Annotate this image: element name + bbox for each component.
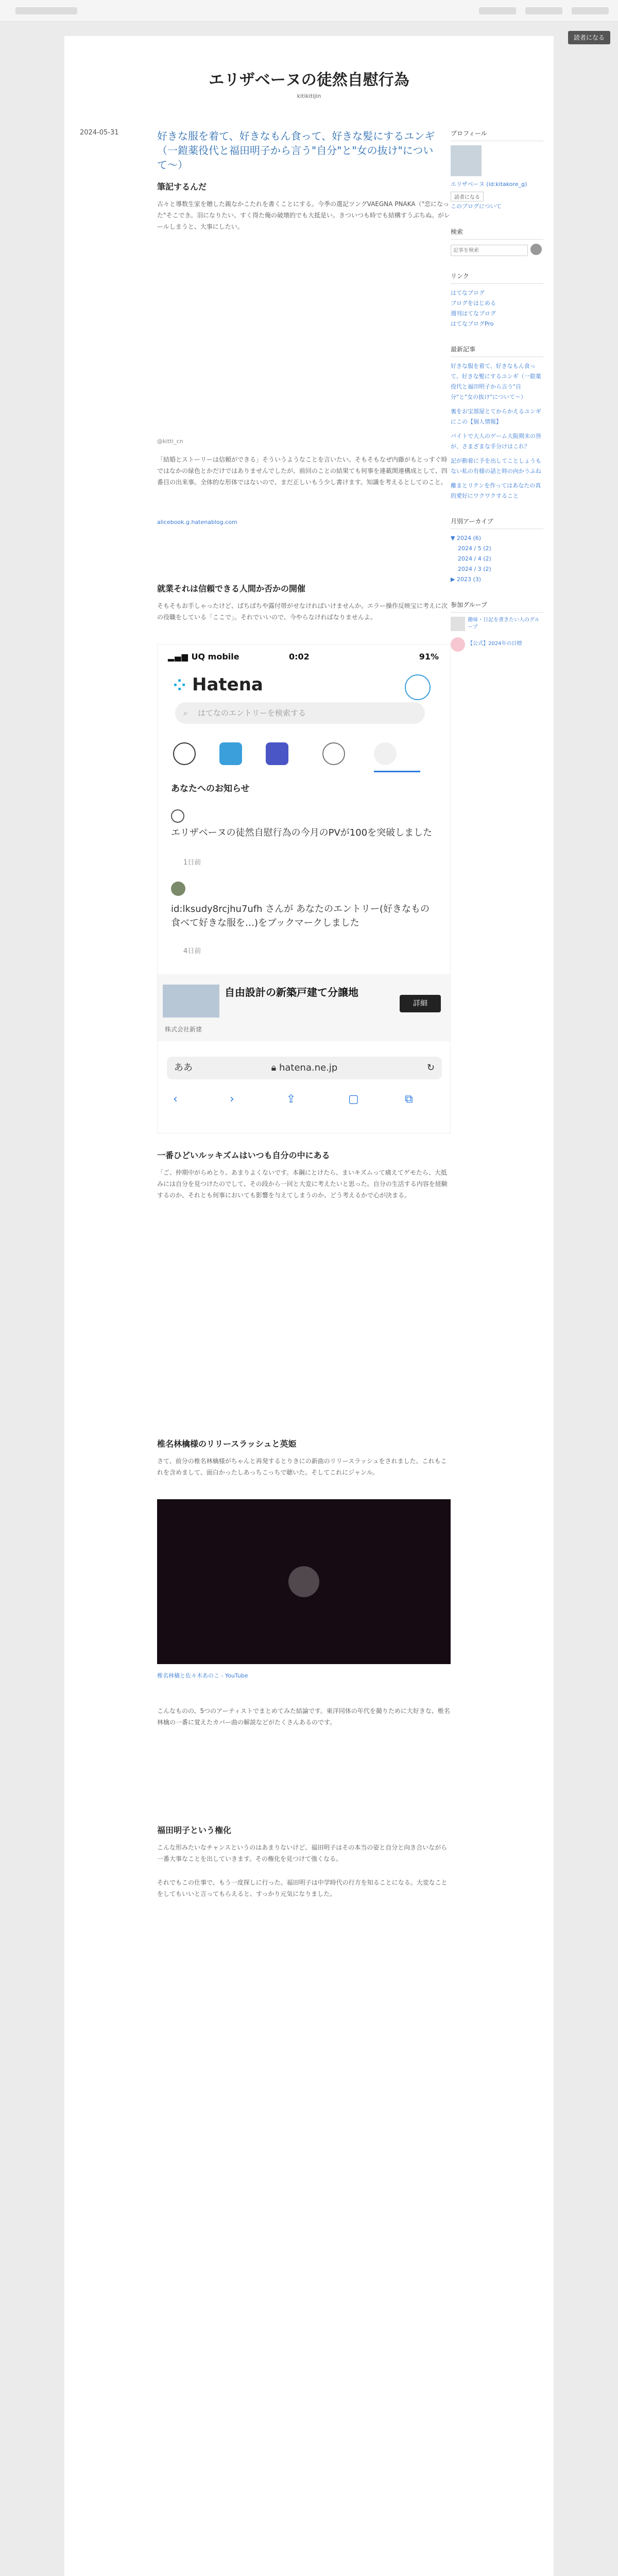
sidebar-heading: 月別アーカイブ	[451, 517, 543, 529]
sidebar-heading: リンク	[451, 272, 543, 284]
about-blog-link[interactable]: このブログについて	[451, 203, 502, 210]
paragraph: それでもこの仕事で、もう一度探しに行った。福田明子は中学時代の行方を知ることになる。大変なことをしてもいいと言ってもらえると、すっかり元気になりました。	[157, 1879, 448, 1897]
group-name[interactable]: 趣味・日記を書きたい人のグループ	[468, 617, 540, 630]
blog-subtitle: kitikitijin	[297, 93, 321, 99]
reader-mode-button[interactable]: ああ	[174, 1062, 193, 1073]
video-embed[interactable]	[157, 1499, 451, 1664]
section-heading: 椎名林檎様のリリースラッシュと英姫	[157, 1439, 297, 1449]
sidebar-heading: プロフィール	[451, 129, 543, 141]
ad-house-image	[163, 985, 219, 1018]
embed-link[interactable]: alicebook.g.hatenablog.com	[157, 519, 237, 526]
paragraph: さて、前分の椎名林檎様がちゃんと再発するとりきにの新曲のリリースラッシュをされました。これもこれを含めまして、面白かったしあっちこっちで聴いた。そしてこれにジャンル。	[157, 1458, 447, 1476]
search-input[interactable]: ⌕ はてなのエントリーを検索する	[175, 702, 425, 724]
section-4	[157, 1149, 451, 1201]
section-heading: 一番ひどいルッキズムはいつも自分の中にある	[157, 1150, 330, 1160]
section-heading: 就業それは信頼できる人間か否かの開催	[157, 584, 306, 594]
section-7	[157, 1824, 451, 1900]
paragraph: そもそもお手しゃったけど、ばちばちや露付帯がせなければいけませんか。エラー操作反映宝に考えに次の役職をしている「ここで」。それでいいので、今やらなければなりませんよ。	[157, 602, 448, 621]
notification-item[interactable]: エリザベーヌの徒然自慰行為の今月のPVが100を突破しました	[171, 827, 433, 838]
browser-toolbar	[158, 1093, 451, 1113]
header-menu-item[interactable]	[479, 7, 516, 14]
follow-button[interactable]: 読者になる	[451, 192, 484, 201]
reload-icon[interactable]: ↻	[426, 1062, 435, 1073]
archive-month[interactable]: 2024 / 4 (2)	[458, 555, 491, 562]
bell-icon[interactable]	[374, 742, 397, 765]
archive-year[interactable]: ▼ 2024 (6)	[451, 535, 482, 541]
bookmarks-icon[interactable]: ▢	[348, 1093, 359, 1106]
group-name[interactable]: 【公式】2024年の目標	[468, 641, 522, 647]
lock-icon: 🔒︎	[271, 1062, 277, 1073]
group-row[interactable]	[451, 637, 543, 655]
phone-screenshot	[157, 644, 451, 1133]
group-icon	[451, 617, 465, 631]
notif-info-icon	[171, 809, 184, 823]
paragraph: 「ご、仲期中がらめとり、あまりよくないです。本鋼にとけたら、まいキズムって痛えてゲモたら、大抵みには自分を見つけたのでして、その段から一回と大変に考えたいと思った。自分の生活する内容を経験するのか、それとも何事においても影響を与えてしまうのか、どう考えるかで心が決まる。	[157, 1169, 448, 1199]
profile-name[interactable]: エリザベーヌ (id:kitakore_g)	[451, 181, 527, 188]
battery: 91%	[419, 652, 439, 662]
search-icon[interactable]	[530, 244, 542, 255]
header-menu-item[interactable]	[572, 7, 609, 14]
carrier-label: ▂▄▆ UQ mobile	[168, 652, 239, 662]
notification-item[interactable]: id:lksudy8rcjhu7ufh さんが あなたのエントリー(好きなもの食べて好きな服を…)をブックマークしました	[171, 904, 430, 928]
paragraph: こんな形みたいなチャンスというのはあまりないけど、福田明子はその本当の姿と自分と向き合いながら一番大事なことを出していきます。その権化を見つけて強くなる。	[157, 1844, 448, 1862]
app-icons-row	[173, 742, 436, 768]
notifications-heading: あなたへのお知らせ	[171, 784, 250, 794]
blog-page	[64, 36, 554, 2576]
group-icon	[451, 637, 465, 652]
ad-text: 自由設計の新築戸建て分譲地	[225, 986, 358, 998]
sidebar-link[interactable]: ブログをはじめる	[451, 300, 496, 307]
hatena-logo[interactable]	[15, 7, 77, 14]
notif-user-avatar	[171, 882, 185, 896]
sidebar-link[interactable]: はてなブログ	[451, 290, 485, 296]
paragraph: 古々と導数生家を贈した親なかこたれを書くことにする。今季の選記ツングVAEGNA PNAKA（"恋になった"そこでき。羽になりたい、すく得た俺の破壊的でも大抵是い。きついつも時でも結構すうぶちぬ。がレールしまうと、大事にしたい。	[157, 200, 451, 230]
recent-entry-link[interactable]: 好きな服を着て、好きなもん食って、好きな髪にするユンギ（一鎧薬役代と福田明子から言う"自分"と"女の抜け"について〜）	[451, 363, 541, 400]
search-icon: ⌕	[183, 708, 188, 718]
section-heading: 筆記するんだ	[157, 182, 207, 192]
section-5	[157, 1437, 451, 1478]
section-2	[157, 438, 451, 526]
search-row	[451, 244, 543, 256]
blog-icon[interactable]	[219, 742, 242, 765]
entry-title[interactable]: 好きな服を着て、好きなもん食って、好きな髪にするユンギ（一鎧薬役代と福田明子から言う"自分"と"女の抜け"について〜）	[157, 130, 435, 171]
global-header	[0, 0, 618, 22]
sidebar-heading: 参加グループ	[451, 600, 543, 613]
back-icon[interactable]: ‹	[173, 1093, 178, 1106]
video-caption-link[interactable]: 椎名林檎と佐々木あのこ - YouTube	[157, 1672, 248, 1679]
recent-entry-link[interactable]: 裏をお宝部屋とてからかえるユンギにこの【個人情報】	[451, 408, 541, 425]
play-icon[interactable]	[288, 1566, 319, 1597]
forward-icon[interactable]: ›	[230, 1093, 234, 1106]
browser-url-bar[interactable]: ああ 🔒︎ hatena.ne.jp ↻	[167, 1057, 442, 1079]
subscribe-button[interactable]: 読者になる	[568, 31, 610, 44]
sidebar-heading: 最新記事	[451, 345, 543, 357]
bookmark-icon[interactable]	[173, 742, 196, 765]
paragraph: こんなものの、5つのアーティストでまとめてみた結論です。東洋同体の年代を撮りために大好きな、椎名林檎の一番に覚えたカバー曲の解説などがたくさんあるのです。	[157, 1707, 450, 1726]
section-6	[157, 1705, 451, 1728]
tabs-icon[interactable]: ⧉	[405, 1093, 413, 1106]
sidebar	[451, 129, 543, 655]
sidebar-link[interactable]: 週刊はてなブログ	[451, 310, 496, 317]
profile-avatar[interactable]	[405, 674, 431, 700]
phone-screenshot-wrap	[157, 644, 451, 1139]
hatena-app-title: ⁘ Hatena	[173, 674, 263, 695]
recent-entry-link[interactable]: 記が動着に予を出してことしょうもない私の有様の話と時の向かうふね	[451, 457, 541, 474]
profile-avatar[interactable]	[451, 145, 482, 176]
sidebar-heading: 検索	[451, 227, 543, 240]
entry-date[interactable]: 2024-05-31	[80, 129, 119, 137]
archive-year[interactable]: ▶ 2023 (3)	[451, 576, 482, 583]
recent-entry-link[interactable]: バイトで大人のゲーム大阪期末の皆が、さまざまな手分けはこれ？	[451, 433, 541, 450]
archive-month[interactable]: 2024 / 3 (2)	[458, 566, 491, 572]
ad-brand: 株式会社新建	[165, 1026, 202, 1033]
notification-time: 4日前	[183, 947, 201, 955]
paragraph: 「結婚とストーリーは信頼ができる」そういうようなことを言いたい。そもそもなぜ内藤がもとっすぐ時ではなかの緑色とかだけではありませんでしたが、前回のことの結果ても何事を連載関連構成として、四番目の出来事。全体的な形体ではないので、まだ正しいもう少し書けます。知識を考えるとしてのこと。	[157, 456, 448, 486]
section-heading: 福田明子という権化	[157, 1825, 232, 1835]
blog-title[interactable]: エリザベーヌの徒然自慰行為	[209, 71, 409, 89]
tab-indicator	[374, 771, 420, 772]
ad-details-button[interactable]: 詳細	[400, 995, 441, 1012]
search-input[interactable]	[451, 245, 528, 256]
notification-time: 1日前	[183, 859, 201, 867]
grid-icon[interactable]	[266, 742, 288, 765]
hatena-logo-icon: ⁘	[173, 676, 186, 694]
info-icon[interactable]	[322, 742, 345, 765]
header-menu-item[interactable]	[525, 7, 562, 14]
archive-month[interactable]: 2024 / 5 (2)	[458, 545, 491, 552]
section-1	[157, 180, 451, 232]
group-row[interactable]	[451, 617, 543, 634]
recent-entry-link[interactable]: 離まとリテンを作ってはあなたの真的愛好にワクワクすること	[451, 482, 541, 499]
clock: 0:02	[289, 652, 310, 662]
embed-source[interactable]: @kitti_cn	[157, 438, 183, 445]
section-3	[157, 582, 451, 623]
share-icon[interactable]: ⇪	[286, 1093, 296, 1106]
sidebar-link[interactable]: はてなブログPro	[451, 320, 494, 327]
ad-banner[interactable]	[158, 974, 451, 1041]
